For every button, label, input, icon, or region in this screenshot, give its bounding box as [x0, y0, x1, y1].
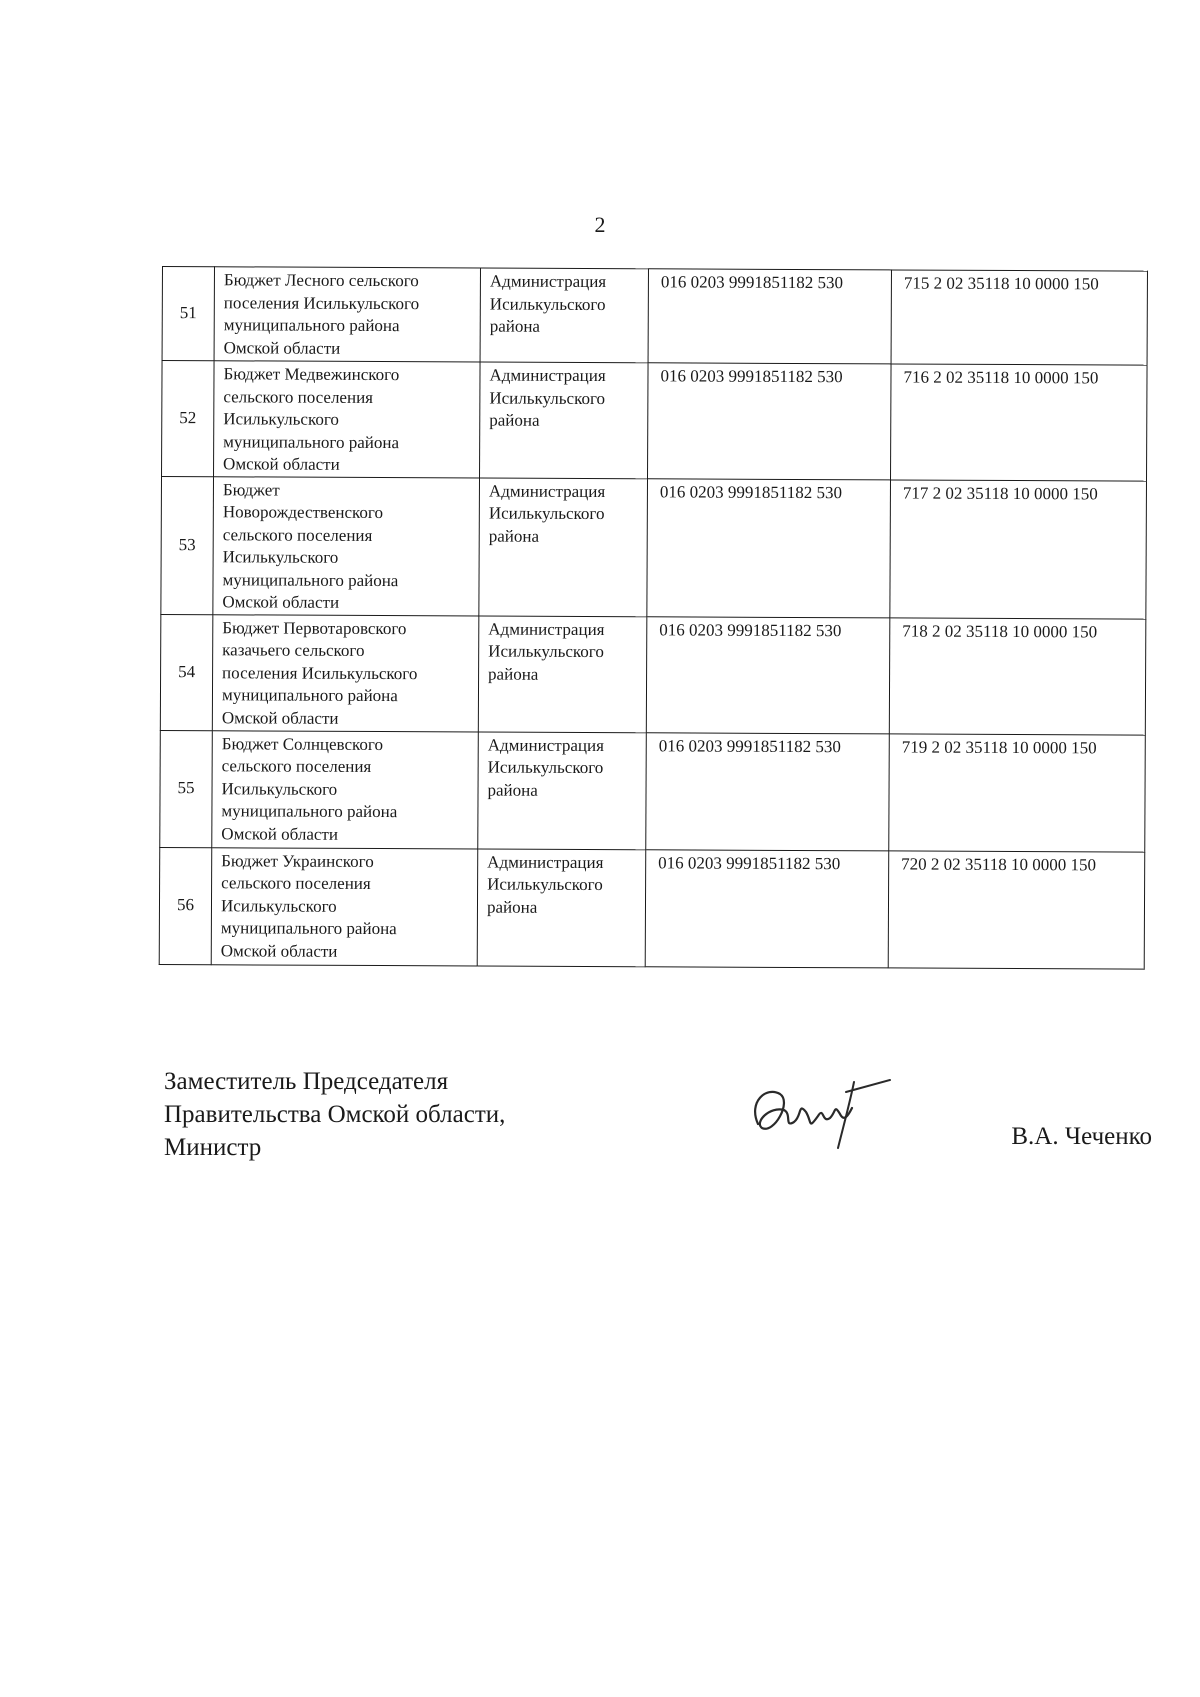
administrator-cell [480, 362, 649, 478]
budget-name-line: Бюджет Первотаровского [222, 617, 407, 638]
budget-name-line: Омской области [223, 454, 340, 474]
position-line: Правительства Омской области, [164, 1101, 506, 1128]
row-number: 55 [160, 730, 213, 847]
budget-name-line: казачьего сельского [222, 640, 365, 660]
administrator-line: Исилькульского [489, 388, 606, 408]
administrator-cell [479, 477, 648, 616]
administrator-line: района [488, 526, 540, 546]
revenue-code-cell: 716 2 02 35118 10 0000 150 [891, 364, 1148, 481]
budget-name-line: Бюджет Медвежинского [223, 364, 400, 385]
budget-name-cell [212, 614, 479, 731]
row-number: 54 [160, 614, 213, 730]
revenue-code-cell: 718 2 02 35118 10 0000 150 [889, 617, 1146, 734]
budget-name-line: Омской области [220, 940, 338, 961]
budget-name-line: Бюджет Украинского [221, 850, 374, 871]
budget-name-cell [213, 476, 480, 615]
administrator-line: Администрация [489, 365, 606, 386]
row-number: 51 [162, 267, 214, 361]
budget-name-line: муниципального района [220, 918, 397, 939]
budget-name-line: Исилькульского [222, 547, 339, 567]
table-row [162, 267, 1147, 366]
budget-name-line: поселения Исилькульского [223, 292, 420, 313]
signatory-position [164, 1065, 505, 1164]
administrator-line: Исилькульского [488, 503, 605, 524]
administrator-line: района [489, 410, 540, 430]
budget-name-cell [214, 361, 481, 478]
expense-code-cell: 016 0203 9991851182 530 [646, 616, 890, 733]
budget-name-line: Исилькульского [221, 778, 338, 799]
budget-name-line: сельского поселения [222, 524, 373, 545]
budget-name-line: муниципального района [222, 569, 399, 590]
row-number: 52 [162, 361, 215, 477]
administrator-line: Администрация [488, 481, 606, 501]
budget-name-line: сельского поселения [221, 756, 372, 776]
budget-name-line: муниципального района [221, 801, 398, 822]
budget-name-cell [211, 847, 478, 965]
budget-name-cell [212, 730, 479, 848]
administrator-line: района [487, 780, 538, 800]
expense-code-cell: 016 0203 9991851182 530 [645, 849, 889, 967]
administrator-line: Администрация [487, 852, 604, 872]
budget-name-line: Исилькульского [223, 409, 339, 429]
revenue-code-cell: 715 2 02 35118 10 0000 150 [891, 270, 1147, 365]
administrator-cell [480, 268, 648, 363]
administrator-line: района [489, 316, 541, 336]
row-number: 53 [161, 476, 214, 614]
administrator-cell [477, 848, 646, 966]
budget-name-line: сельского поселения [223, 386, 374, 407]
signer-name: В.А. Чеченко [1011, 1123, 1152, 1150]
handwritten-signature-icon [744, 1072, 894, 1152]
budget-name-line: Бюджет Солнцевского [221, 733, 384, 754]
budget-name-line: Омской области [221, 707, 339, 728]
budget-name-line: Бюджет Лесного сельского [223, 270, 419, 291]
table-row [160, 614, 1146, 735]
position-line: Министр [164, 1134, 262, 1161]
page-number: 2 [594, 212, 606, 237]
budget-name-cell [214, 267, 480, 362]
budget-name-line: сельского поселения [221, 873, 371, 893]
position-line: Заместитель Председателя [164, 1068, 449, 1095]
administrator-line: района [486, 897, 538, 917]
administrator-cell [478, 731, 647, 849]
budget-table [159, 266, 1148, 969]
expense-code-cell: 016 0203 9991851182 530 [648, 363, 892, 480]
revenue-code-cell: 719 2 02 35118 10 0000 150 [889, 733, 1146, 851]
budget-name-line: муниципального района [221, 685, 398, 706]
administrator-line: Исилькульского [487, 874, 603, 895]
budget-name-line: Омской области [222, 592, 340, 612]
administrator-line: Администрация [487, 735, 605, 755]
table-row [160, 730, 1146, 852]
table-row [162, 361, 1148, 481]
revenue-code-cell: 717 2 02 35118 10 0000 150 [890, 479, 1147, 618]
revenue-code-cell: 720 2 02 35118 10 0000 150 [888, 850, 1145, 968]
expense-code-cell: 016 0203 9991851182 530 [647, 478, 891, 617]
budget-name-line: Омской области [223, 337, 341, 358]
row-number: 56 [159, 847, 212, 964]
budget-name-line: Бюджет [222, 479, 280, 500]
budget-name-line: поселения Исилькульского [222, 662, 418, 683]
table-row [159, 847, 1145, 969]
budget-name-line: муниципального района [223, 315, 400, 336]
expense-code-cell: 016 0203 9991851182 530 [646, 732, 890, 850]
expense-code-cell: 016 0203 9991851182 530 [648, 269, 891, 364]
administrator-line: Исилькульского [488, 641, 604, 662]
administrator-line: Исилькульского [487, 757, 604, 778]
administrator-line: Администрация [488, 619, 605, 639]
administrator-line: Исилькульского [489, 294, 606, 314]
budget-name-line: муниципального района [223, 431, 400, 452]
table-row [161, 476, 1147, 619]
administrator-line: Администрация [489, 271, 607, 292]
administrator-cell [478, 615, 647, 732]
administrator-line: района [488, 664, 539, 684]
budget-name-line: Омской области [221, 823, 339, 844]
budget-name-line: Исилькульского [220, 895, 337, 916]
budget-name-line: Новорождественского [222, 502, 384, 523]
